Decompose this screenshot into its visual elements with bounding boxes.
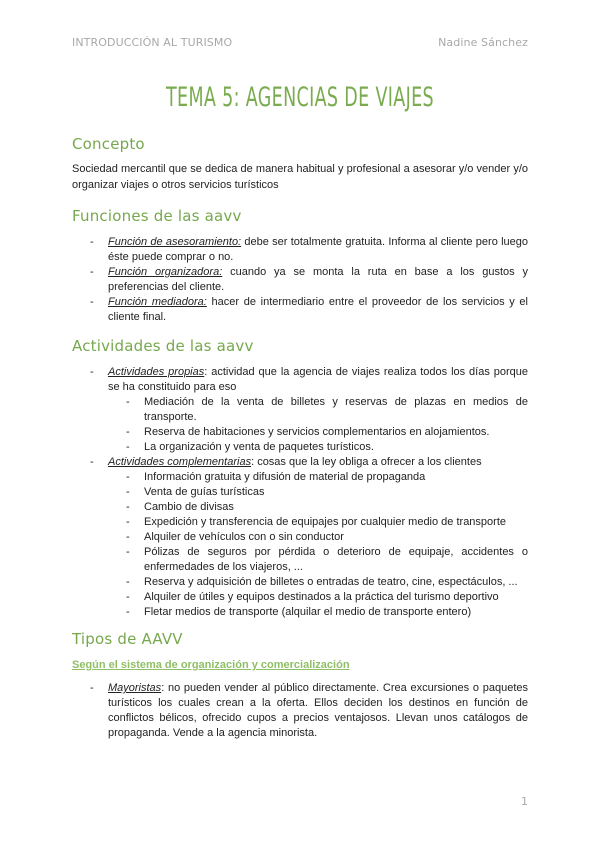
sublist-item: - Reserva y adquisición de billetes o entradas de teatro, cine, espectáculos, ... [108, 575, 528, 590]
list-item [72, 265, 528, 295]
list-item-text: hacer de intermediario entre el proveedor de los servicios y el cliente final. [108, 296, 528, 323]
list-item-text: : actividad que la agencia de viajes realiza todos los días porque se ha constituido para eso [108, 366, 528, 393]
propias-sublist [108, 395, 528, 455]
sublist-item: - Pólizas de seguros por pérdida o deterioro de equipaje, accidentes o enfermedades de los viajeros, ... [108, 545, 528, 575]
heading-concepto: Concepto [72, 135, 145, 153]
list-item-complementarias [72, 455, 528, 620]
page-header [72, 36, 528, 49]
sublist-item: - Información gratuita y difusión de material de propaganda [108, 470, 528, 485]
funciones-list [72, 235, 528, 325]
sublist-item: - Expedición y transferencia de equipajes por cualquier medio de transporte [108, 515, 528, 530]
list-item [72, 235, 528, 265]
actividades-list [72, 365, 528, 620]
list-item-term: Mayoristas [108, 682, 162, 694]
sublist-item: - Fletar medios de transporte (alquilar el medio de transporte entero) [108, 605, 528, 620]
heading-actividades: Actividades de las aavv [72, 337, 254, 355]
heading-funciones: Funciones de las aavv [72, 207, 242, 225]
page-title: TEMA 5: AGENCIAS DE VIAJES [165, 82, 435, 113]
sublist-item: - La organización y venta de paquetes turísticos. [108, 440, 528, 455]
list-item-term: Función mediadora: [108, 296, 207, 308]
list-item-text: : no pueden vender al público directamente. Crea excursiones o paquetes turísticos los cuales crean a la oferta. Ellos deciden los destinos en función de conflictos bélicos, ofrecido cupos a precios ventajosos. Llevan unos catálogos de propaganda. Vende a la agencia minorista. [108, 682, 528, 739]
sublist-item: - Alquiler de útiles y equipos destinados a la práctica del turismo deportivo [108, 590, 528, 605]
list-item [72, 295, 528, 325]
header-author: Nadine Sánchez [438, 36, 528, 49]
sublist-item: - Venta de guías turísticas [108, 485, 528, 500]
list-item-term: Actividades propias [108, 366, 205, 378]
sublist-item: - Reserva de habitaciones y servicios complementarios en alojamientos. [108, 425, 528, 440]
heading-tipos: Tipos de AAVV [72, 630, 183, 648]
list-item-text: debe ser totalmente gratuita. Informa al cliente pero luego éste puede comprar o no. [108, 236, 529, 263]
page-number: 1 [521, 795, 528, 808]
sublist-item: - Mediación de la venta de billetes y reservas de plazas en medios de transporte. [108, 395, 528, 425]
list-item-text: : cosas que la ley obliga a ofrecer a los clientes [251, 456, 482, 468]
list-item [72, 681, 528, 741]
tipos-list [72, 681, 528, 741]
list-item-term: Actividades complementarias [108, 456, 252, 468]
document-body [72, 130, 528, 741]
list-item-text: cuando ya se monta la ruta en base a los gustos y preferencias del cliente. [108, 266, 528, 293]
subheading-organizacion: Según el sistema de organización y comercialización [72, 659, 350, 671]
list-item-propias [72, 365, 528, 455]
list-item-term: Función de asesoramiento: [108, 236, 242, 248]
concepto-text: Sociedad mercantil que se dedica de manera habitual y profesional a asesorar y/o vender y/o organizar viajes o otros servicios turísticos [72, 163, 528, 191]
sublist-item: - Cambio de divisas [108, 500, 528, 515]
sublist-item: - Alquiler de vehículos con o sin conductor [108, 530, 528, 545]
complementarias-sublist [108, 470, 528, 620]
header-course: INTRODUCCIÓN AL TURISMO [72, 36, 233, 49]
list-item-term: Función organizadora: [108, 266, 223, 278]
